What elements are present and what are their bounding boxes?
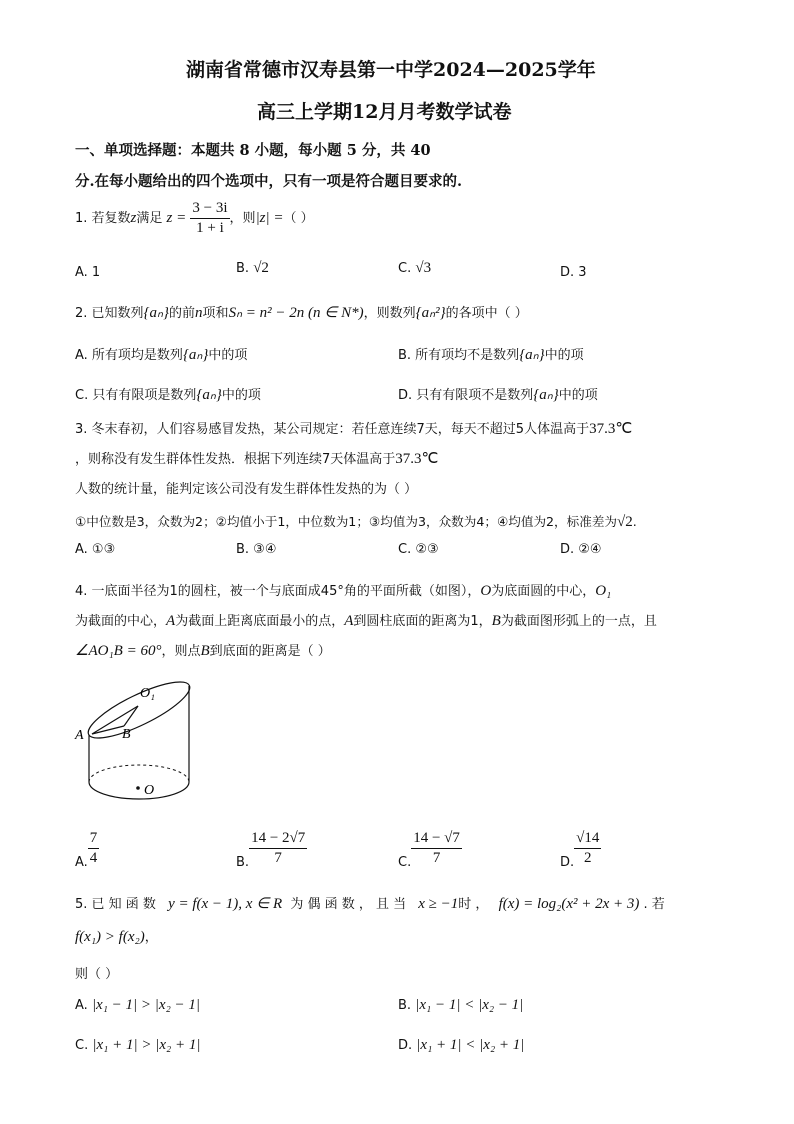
segment-a-b	[92, 726, 124, 734]
q4-line-2	[75, 610, 657, 630]
q5-c-expr: |x₁ + 1| > |x₂ + 1|	[92, 1037, 201, 1053]
q4-line-2d: 为截面图形弧上的一点，且	[500, 614, 657, 629]
q4-b-num: 14 − 2√7	[249, 830, 307, 849]
q4-b-frac	[249, 830, 307, 867]
label-o1: O₁	[140, 686, 155, 701]
q4-line-3b: 到底面的距离是（ ）	[209, 644, 331, 659]
q3-period: .	[632, 514, 637, 529]
title-line-2: 高三上学期12月月考数学试卷	[257, 101, 512, 123]
q2-b-seq: {aₙ}	[519, 347, 545, 363]
q1-fraction	[190, 200, 229, 237]
q5-text-4: . 若	[643, 897, 665, 912]
q3-line-4	[75, 511, 637, 531]
q5-a-label: A.	[75, 998, 88, 1013]
q4-a-num: 7	[88, 830, 100, 849]
section-header-line-1: 一、单项选择题：本题共 8 小题，每小题 5 分，共 40	[75, 142, 431, 159]
q5-c-label: C.	[75, 1038, 89, 1053]
q4-d-num: √14	[574, 830, 601, 849]
q2-seq-squared: {aₙ²}	[415, 305, 446, 321]
q2-b-end: 中的项	[544, 348, 584, 363]
q1-option-a[interactable]: A. 1	[75, 265, 101, 280]
q2-seq: {aₙ}	[143, 305, 170, 321]
q2-text-2: 的前	[169, 306, 196, 321]
q1-c-label: C.	[398, 261, 412, 276]
q5-func: y = f(x − 1), x ∈ R	[168, 896, 283, 912]
label-a: A	[75, 728, 84, 743]
q2-option-c[interactable]	[75, 384, 261, 404]
q2-c-text: C. 只有有限项是数列	[75, 388, 197, 403]
q3-line-1	[75, 418, 632, 438]
q2-text-1: 2. 已知数列	[75, 306, 144, 321]
q1-text-2: 满足	[136, 211, 163, 226]
q2-text-4: ，则数列	[363, 306, 416, 321]
base-back-arc	[89, 765, 189, 782]
q5-ineq: f(x₁) > f(x₂)	[75, 929, 145, 945]
q5-d-label: D.	[398, 1038, 413, 1053]
q4-b-point: B	[491, 613, 501, 629]
q2-d-seq: {aₙ}	[533, 387, 559, 403]
q3-temp: 37.3℃	[589, 421, 633, 437]
q2-a-text: A. 所有项均是数列	[75, 348, 183, 363]
q5-option-c[interactable]	[75, 1037, 200, 1054]
q4-option-d[interactable]	[560, 830, 601, 870]
q3-temp-2: 37.3℃	[395, 451, 439, 467]
q4-line-1-text: 4. 一底面半径为1的圆柱，被一个与底面成45°角的平面所截（如图），	[75, 584, 481, 599]
q3-sqrt2: √2	[617, 514, 633, 530]
title-line-1: 湖南省常德市汉寿县第一中学2024—2025学年	[186, 59, 596, 81]
q1-text-3: ，则	[229, 211, 256, 226]
q5-line-2	[75, 926, 158, 946]
q3-line-3: 人数的统计量，能判定该公司没有发生群体性发热的为（ ）	[75, 482, 418, 497]
q4-option-c[interactable]	[398, 830, 462, 870]
q4-a-label: A.	[75, 855, 88, 870]
q1-abs: |z| =	[255, 210, 284, 226]
section-ellipse	[82, 672, 196, 748]
q2-text-5: 的各项中（ ）	[445, 306, 528, 321]
q1-numerator: 3 − 3i	[190, 200, 229, 219]
q4-line-2b: 为截面上距离底面最小的点，	[175, 614, 345, 629]
q3-option-d[interactable]: D. ②④	[560, 542, 602, 557]
q2-option-d[interactable]	[398, 384, 598, 404]
q1-b-label: B.	[236, 261, 250, 276]
q2-b-text: B. 所有项均不是数列	[398, 348, 520, 363]
q1-denominator: 1 + i	[196, 220, 224, 236]
q5-a-expr: |x₁ − 1| > |x₂ − 1|	[91, 997, 201, 1013]
label-b: B	[122, 727, 131, 742]
q4-b-den: 7	[274, 850, 282, 866]
q4-line-2a: 为截面的中心，	[75, 614, 167, 629]
q2-option-a[interactable]	[75, 344, 247, 364]
q2-d-end: 中的项	[558, 388, 598, 403]
q2-option-b[interactable]	[398, 344, 584, 364]
q4-option-a[interactable]	[75, 830, 99, 870]
q4-line-1	[75, 580, 611, 600]
base-front-arc	[89, 782, 189, 799]
q4-a-den: 4	[89, 850, 98, 866]
question-1	[75, 200, 314, 237]
q4-angle: ∠AO₁B = 60°	[75, 643, 162, 659]
q2-a-end: 中的项	[208, 348, 248, 363]
cylinder-figure	[72, 668, 202, 818]
q5-d-expr: |x₁ + 1| < |x₂ + 1|	[416, 1037, 525, 1053]
q4-b-point-2: B	[200, 643, 210, 659]
q2-d-text: D. 只有有限项不是数列	[398, 388, 534, 403]
q2-text-3: 项和	[202, 306, 229, 321]
q1-c-value: √3	[415, 260, 432, 276]
q5-option-b[interactable]	[398, 997, 523, 1014]
q2-c-seq: {aₙ}	[196, 387, 222, 403]
q5-comma: ，	[144, 930, 158, 945]
q4-line-3	[75, 640, 331, 660]
q3-line-1-text: 3. 冬末春初，人们容易感冒发热，某公司规定：若任意连续7天，每天不超过5人体温高于	[75, 422, 590, 437]
q5-b-label: B.	[398, 998, 412, 1013]
q4-d-den: 2	[584, 850, 592, 866]
q5-line-1	[75, 893, 665, 913]
q1-z: z	[130, 210, 137, 226]
q5-text-3: 时 ，	[458, 897, 489, 912]
q1-b-value: √2	[253, 260, 269, 276]
q4-d-label: D.	[560, 855, 575, 870]
q4-a-point: A	[166, 613, 176, 629]
q5-text-1: 5. 已 知 函 数	[75, 897, 156, 912]
q5-def: f(x) = log₂(x² + 2x + 3)	[498, 896, 640, 912]
q3-option-a[interactable]: A. ①③	[75, 542, 116, 557]
q1-option-b[interactable]	[236, 260, 269, 277]
q4-o: O	[480, 583, 492, 599]
q5-option-d[interactable]	[398, 1037, 524, 1054]
q4-line-1b: 为底面圆的中心，	[491, 584, 596, 599]
q5-cond: x ≥ −1	[418, 896, 459, 912]
q1-paren: （ ）	[283, 211, 314, 226]
q3-option-b[interactable]: B. ③④	[236, 542, 277, 557]
q2-n: n	[195, 305, 203, 321]
q3-line-2	[75, 448, 438, 468]
q1-eq-lhs: z =	[166, 210, 187, 226]
q4-d-frac	[574, 830, 601, 867]
q2-c-end: 中的项	[221, 388, 261, 403]
q4-option-b[interactable]	[236, 830, 307, 870]
q1-text-1: 1. 若复数	[75, 211, 131, 226]
segment-o1-b	[124, 706, 138, 726]
q4-a-point-2: A	[344, 613, 354, 629]
q2-a-seq: {aₙ}	[182, 347, 209, 363]
q3-line-2-text: ，则称没有发生群体性发热．根据下列连续7天体温高于	[75, 452, 396, 467]
q4-c-frac	[411, 830, 462, 867]
q1-option-c[interactable]	[398, 260, 431, 277]
q4-a-frac	[88, 830, 100, 867]
q5-then: 则（ ）	[75, 967, 119, 982]
q2-formula: Sₙ = n² − 2n (n ∈ N*)	[228, 305, 364, 321]
q5-text-2: 为 偶 函 数 ， 且 当	[290, 897, 407, 912]
q5-b-expr: |x₁ − 1| < |x₂ − 1|	[415, 997, 524, 1013]
q4-b-label: B.	[236, 855, 250, 870]
point-o	[136, 786, 140, 790]
q3-option-c[interactable]: C. ②③	[398, 542, 439, 557]
q4-line-2c: 到圆柱底面的距离为1，	[353, 614, 492, 629]
q4-o1: O₁	[595, 583, 612, 599]
q4-line-3-text: ，则点	[161, 644, 201, 659]
q4-c-label: C.	[398, 855, 412, 870]
section-header-line-2: 分.在每小题给出的四个选项中，只有一项是符合题目要求的.	[75, 173, 463, 190]
label-o: O	[144, 783, 155, 798]
q3-line-4-text: ①中位数是3，众数为2；②均值小于1，中位数为1；③均值为3，众数为4；④均值为2，标准差为	[75, 514, 618, 529]
q5-option-a[interactable]	[75, 997, 200, 1014]
q1-option-d[interactable]: D. 3	[560, 265, 587, 280]
q4-c-num: 14 − √7	[411, 830, 462, 849]
question-2	[75, 302, 528, 322]
q4-c-den: 7	[432, 850, 441, 866]
